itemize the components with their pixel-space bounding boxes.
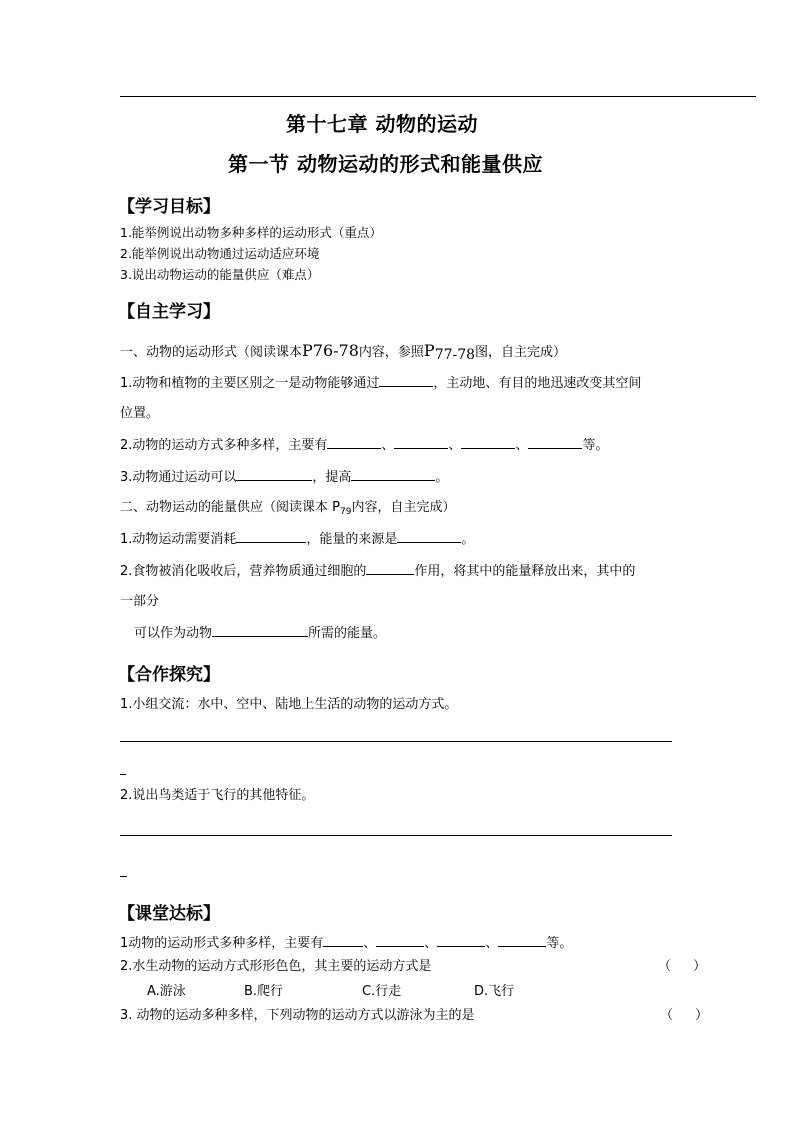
self-study-heading: 【自主学习】: [118, 302, 220, 322]
cq2-option-d[interactable]: D.飞行: [474, 984, 515, 999]
q2-blank-2[interactable]: [394, 436, 448, 449]
q4-text-a: 1.动物运动需要消耗: [120, 532, 237, 547]
cooperation-question-2: 2.说出鸟类适于飞行的其他特征。: [120, 788, 315, 803]
cq1-blank-3[interactable]: [437, 934, 485, 947]
q1-blank[interactable]: [379, 374, 433, 387]
cq1-separator: 、: [424, 936, 438, 951]
objective-item-3: 3.说出动物运动的能量供应（难点）: [120, 267, 320, 282]
part1-pages: P76-78: [302, 341, 359, 360]
part2-page-sub: 79: [339, 507, 352, 517]
q1-text-c: 位置。: [120, 406, 160, 421]
part1-title-c: 图，自主完成）: [475, 345, 567, 360]
cq1-separator: 、: [485, 936, 499, 951]
q5-text-b: 作用，将其中的能量释放出来，其中的: [414, 564, 636, 579]
question-2: [120, 436, 608, 455]
answer-line-1[interactable]: [120, 741, 672, 742]
q3-text-a: 3.动物通过运动可以: [120, 470, 237, 485]
q2-blank-3[interactable]: [461, 436, 515, 449]
q5-text-e: 所需的能量。: [308, 626, 387, 641]
q3-blank-1[interactable]: [236, 468, 312, 481]
cq2-option-b[interactable]: B.爬行: [244, 984, 284, 999]
header-rule: [120, 96, 756, 97]
q5-text-a: 2.食物被消化吸收后，营养物质通过细胞的: [120, 564, 367, 579]
cq3-answer-bracket[interactable]: （ ）: [660, 1008, 709, 1023]
q4-blank-2[interactable]: [397, 530, 461, 543]
chapter-title: 第十七章 动物的运动: [286, 112, 478, 136]
question-3: [120, 468, 448, 487]
objective-item-1: 1.能举例说出动物多种多样的运动形式（重点）: [120, 225, 382, 240]
q2-separator: 、: [448, 438, 462, 453]
q5-text-c: 一部分: [120, 594, 160, 609]
part1-title: [120, 342, 566, 362]
part1-title-b: 内容，参照: [358, 345, 424, 360]
classroom-question-3: 3. 动物的运动多种多样，下列动物的运动方式以游泳为主的是: [120, 1008, 475, 1023]
cq1-text-a: 1动物的运动形式多种多样，主要有: [120, 936, 324, 951]
q1-text-b: ，主动地、有目的地迅速改变其空间: [433, 376, 642, 391]
short-dash-2: [120, 876, 127, 877]
cq1-blank-1[interactable]: [323, 934, 363, 947]
question-4: [120, 530, 474, 549]
classroom-question-1: [120, 934, 572, 953]
q4-blank-1[interactable]: [236, 530, 306, 543]
q2-separator: 、: [515, 438, 529, 453]
part1-fig-p: P: [423, 341, 435, 360]
part1-fig-pages: 77-78: [434, 347, 476, 363]
section-title: 第一节 动物运动的形式和能量供应: [228, 152, 543, 176]
classroom-heading: 【课堂达标】: [118, 904, 220, 924]
objectives-heading: 【学习目标】: [118, 197, 220, 217]
q5-blank-1[interactable]: [366, 562, 414, 575]
cq2-option-c[interactable]: C.行走: [362, 984, 402, 999]
q4-end: 。: [461, 532, 475, 547]
cq2-option-a[interactable]: A.游泳: [147, 984, 186, 999]
q3-blank-2[interactable]: [351, 468, 435, 481]
q2-end: 等。: [582, 438, 609, 453]
q4-text-b: ，能量的来源是: [306, 532, 398, 547]
classroom-question-2: 2.水生动物的运动方式形形色色，其主要的运动方式是: [120, 959, 432, 974]
short-dash-1: [120, 774, 126, 775]
q2-blank-1[interactable]: [327, 436, 381, 449]
q2-separator: 、: [381, 438, 395, 453]
cq1-end: 等。: [546, 936, 573, 951]
cq1-blank-4[interactable]: [498, 934, 546, 947]
q3-end: 。: [435, 470, 449, 485]
q2-blank-4[interactable]: [528, 436, 582, 449]
cq2-answer-bracket[interactable]: （ ）: [658, 959, 707, 974]
part2-title-a: 二、动物运动的能量供应（阅读课本 P: [120, 500, 340, 515]
cq1-blank-2[interactable]: [376, 934, 424, 947]
cq1-separator: 、: [363, 936, 377, 951]
q3-text-b: ，提高: [312, 470, 352, 485]
answer-line-2[interactable]: [120, 835, 672, 836]
part2-title-b: 内容，自主完成）: [351, 500, 456, 515]
cooperation-question-1: 1.小组交流：水中、空中、陆地上生活的动物的运动方式。: [120, 697, 458, 712]
question-1: [120, 374, 641, 393]
q1-text-a: 1.动物和植物的主要区别之一是动物能够通过: [120, 376, 380, 391]
part1-title-a: 一、动物的运动形式（阅读课本: [120, 345, 303, 360]
q2-text-a: 2.动物的运动方式多种多样，主要有: [120, 438, 328, 453]
q5-blank-2[interactable]: [212, 624, 308, 637]
q5-line-2: [134, 624, 386, 643]
q5-text-d: 可以作为动物: [134, 626, 213, 641]
objective-item-2: 2.能举例说出动物通过运动适应环境: [120, 246, 320, 261]
part2-title: [120, 499, 455, 518]
cooperation-heading: 【合作探究】: [118, 665, 220, 685]
question-5: [120, 562, 635, 581]
